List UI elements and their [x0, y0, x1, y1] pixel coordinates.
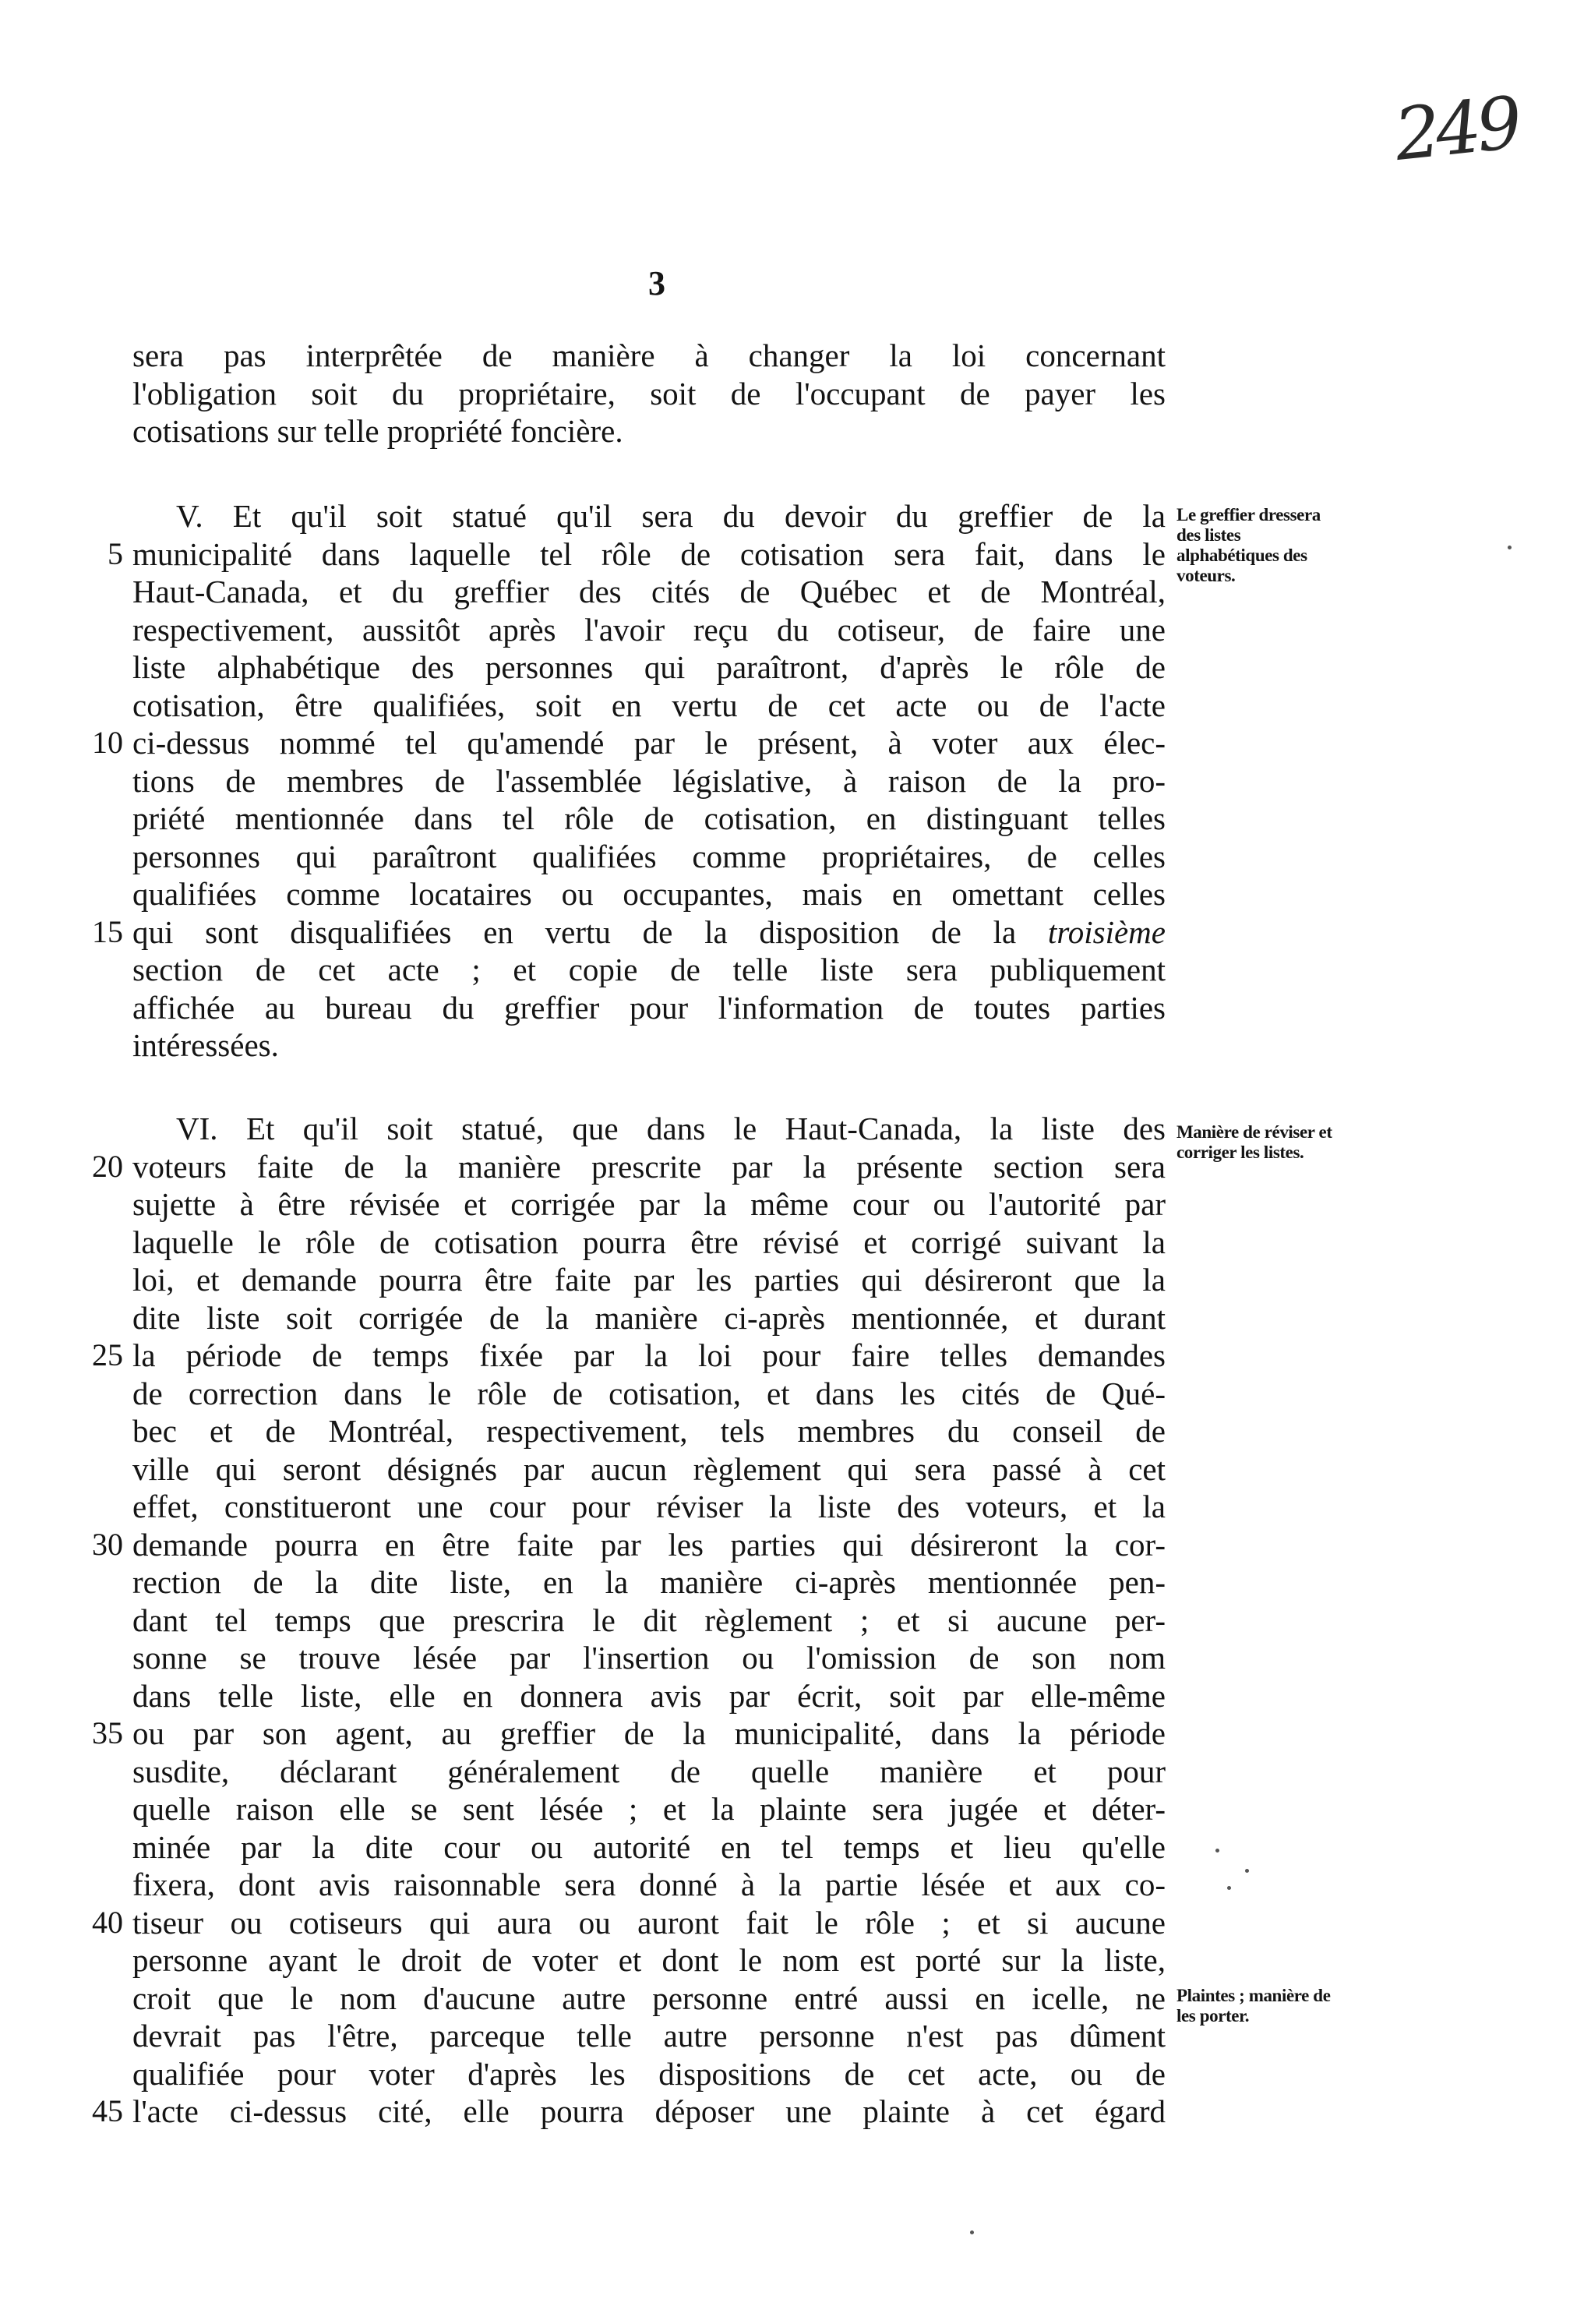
text-line: intéressées.	[132, 1027, 279, 1063]
section-vi	[92, 1110, 1166, 2131]
ink-speck	[1508, 546, 1512, 549]
text-line: sujette à être révisée et corrigée par la même cour ou l'autorité par	[132, 1186, 1166, 1222]
text-line: cotisation, être qualifiées, soit en vertu de cet acte ou de l'acte	[132, 687, 1166, 723]
italic-word: troisième	[1047, 913, 1166, 950]
line-number: 30	[92, 1526, 123, 1562]
text-line: devrait pas l'être, parceque telle autre personne n'est pas dûment	[132, 2018, 1166, 2054]
ink-speck	[1227, 1886, 1231, 1890]
line-number: 15	[92, 913, 123, 949]
text-line: ville qui seront désignés par aucun règlement qui sera passé à cet	[132, 1450, 1166, 1487]
text-line: qualifiées comme locataires ou occupantes, mais en omettant celles	[132, 876, 1166, 912]
text-line: priété mentionnée dans tel rôle de cotisation, en distinguant telles	[132, 800, 1166, 836]
ink-speck	[1245, 1869, 1249, 1873]
section-v	[92, 497, 1166, 1065]
text-line: sera pas interprêtée de manière à changer la loi concernant	[132, 337, 1166, 373]
text-line: effet, constitueront une cour pour réviser la liste des voteurs, et la	[132, 1489, 1166, 1524]
text-line: personnes qui paraîtront qualifiées comme propriétaires, de celles	[132, 838, 1166, 874]
text-line: 10 ci-dessus nommé tel qu'amendé par le présent, à voter aux élec-	[132, 724, 1166, 762]
text-line: tions de membres de l'assemblée législative, à raison de la pro-	[132, 762, 1166, 799]
opening-paragraph	[132, 337, 1166, 450]
text-line: liste alphabétique des personnes qui paraîtront, d'après le rôle de	[132, 649, 1166, 685]
text-line: dite liste soit corrigée de la manière ci-après mentionnée, et durant	[132, 1299, 1166, 1336]
ink-speck	[970, 2230, 974, 2234]
page-number: 3	[648, 264, 665, 302]
text-line: dans telle liste, elle en donnera avis par écrit, soit par elle-même	[132, 1677, 1166, 1714]
line-number: 45	[92, 2093, 123, 2128]
text-line: section de cet acte ; et copie de telle liste sera publiquement	[132, 952, 1166, 987]
ink-speck	[1215, 1849, 1219, 1852]
text-line: respectivement, aussitôt après l'avoir reçu du cotiseur, de faire une	[132, 611, 1166, 648]
line-number: 35	[92, 1715, 123, 1750]
text-line: fixera, dont avis raisonnable sera donné à la partie lésée et aux co-	[132, 1867, 1166, 1902]
text-line: 25 la période de temps fixée par la loi pour faire telles demandes	[132, 1337, 1166, 1375]
text-line: quelle raison elle se sent lésée ; et la plainte sera jugée et déter-	[132, 1791, 1166, 1827]
text-line: 15 qui sont disqualifiées en vertu de la disposition de la troisième	[132, 913, 1166, 952]
text-line: 45 l'acte ci-dessus cité, elle pourra déposer une plainte à cet égard	[132, 2093, 1166, 2131]
margin-note-plaintes: Plaintes ; manière de les porter.	[1176, 1986, 1331, 2026]
text-line: 35 ou par son agent, au greffier de la municipalité, dans la période	[132, 1715, 1166, 1753]
line-number: 5	[108, 535, 123, 571]
text-line: V. Et qu'il soit statué qu'il sera du devoir du greffier de la	[176, 498, 1166, 534]
text-line: minée par la dite cour ou autorité en tel temps et lieu qu'elle	[132, 1828, 1166, 1865]
line-number: 10	[92, 725, 123, 760]
text-line: loi, et demande pourra être faite par les parties qui désireront que la	[132, 1262, 1166, 1298]
text-line: l'obligation soit du propriétaire, soit de l'occupant de payer les	[132, 375, 1166, 411]
text-line: 30 demande pourra en être faite par les parties qui désireront la cor-	[132, 1526, 1166, 1564]
text-line: affichée au bureau du greffier pour l'information de toutes parties	[132, 989, 1166, 1026]
text-line: de correction dans le rôle de cotisation, et dans les cités de Qué-	[132, 1375, 1166, 1411]
text-line: 40 tiseur ou cotiseurs qui aura ou auront fait le rôle ; et si aucune	[132, 1904, 1166, 1942]
text-line: 20 voteurs faite de la manière prescrite par la présente section sera	[132, 1148, 1166, 1186]
text-line: susdite, déclarant généralement de quelle manière et pour	[132, 1753, 1166, 1789]
handwritten-folio-number: 249	[1390, 81, 1522, 177]
text-line: VI. Et qu'il soit statué, que dans le Haut-Canada, la liste des	[176, 1111, 1166, 1146]
text-line: Haut-Canada, et du greffier des cités de Québec et de Montréal,	[132, 574, 1166, 609]
line-number: 25	[92, 1337, 123, 1372]
text-line: dant tel temps que prescrira le dit règlement ; et si aucune per-	[132, 1602, 1166, 1638]
margin-note-reviser: Manière de réviser et corriger les listes.	[1176, 1122, 1332, 1162]
text-line: rection de la dite liste, en la manière ci-après mentionnée pen-	[132, 1564, 1166, 1600]
line-number: 40	[92, 1904, 123, 1940]
text-line: qualifiée pour voter d'après les dispositions de cet acte, ou de	[132, 2055, 1166, 2092]
text-line: sonne se trouve lésée par l'insertion ou l'omission de son nom	[132, 1640, 1166, 1676]
text-line: bec et de Montréal, respectivement, tels membres du conseil de	[132, 1413, 1166, 1449]
text-line: laquelle le rôle de cotisation pourra être révisé et corrigé suivant la	[132, 1224, 1166, 1260]
text-line: 5 municipalité dans laquelle tel rôle de cotisation sera fait, dans le	[132, 535, 1166, 574]
line-number: 20	[92, 1148, 123, 1184]
text-line: croit que le nom d'aucune autre personne entré aussi en icelle, ne	[132, 1980, 1166, 2016]
text-line: cotisations sur telle propriété foncière.	[132, 413, 623, 449]
margin-note-greffier: Le greffier dressera des listes alphabétiques des voteurs.	[1176, 505, 1321, 585]
text-line: personne ayant le droit de voter et dont le nom est porté sur la liste,	[132, 1942, 1166, 1978]
